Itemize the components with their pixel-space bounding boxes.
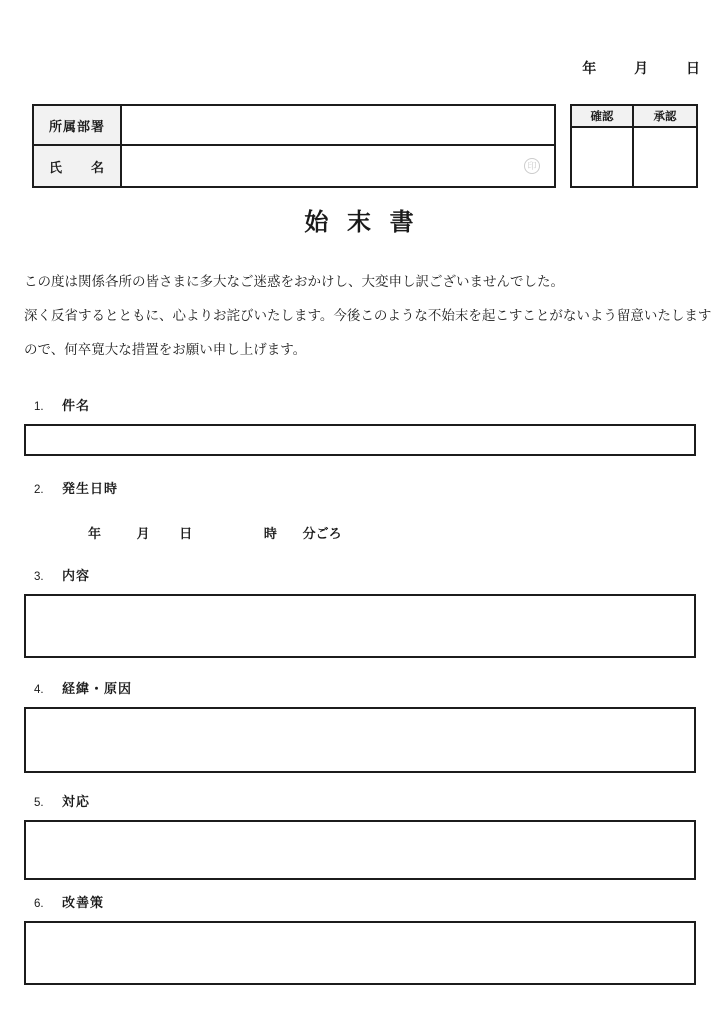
section-response-heading bbox=[34, 791, 700, 810]
date-month-label: 月 bbox=[634, 60, 649, 76]
section-subject-heading bbox=[34, 395, 700, 414]
response-input-box[interactable] bbox=[24, 820, 696, 880]
section-details-label: 内容 bbox=[62, 568, 91, 583]
intro-line-3: ので、何卒寛大な措置をお願い申し上げます。 bbox=[24, 342, 307, 357]
details-input-box[interactable] bbox=[24, 594, 696, 658]
occurrence-month-label: 月 bbox=[136, 526, 150, 541]
document-title: 始 末 書 bbox=[304, 209, 420, 236]
section-occurrence-label: 発生日時 bbox=[62, 481, 119, 496]
section-improvement-label: 改善策 bbox=[62, 895, 105, 910]
cause-input-box[interactable] bbox=[24, 707, 696, 773]
confirm-stamp-cell[interactable] bbox=[572, 128, 634, 186]
personal-info-table bbox=[32, 104, 556, 188]
section-cause-label: 経緯・原因 bbox=[62, 681, 133, 696]
section-improvement bbox=[24, 892, 700, 985]
name-field[interactable] bbox=[122, 146, 554, 186]
approval-stamp-table bbox=[570, 104, 698, 188]
subject-input-box[interactable] bbox=[24, 424, 696, 456]
section-cause bbox=[24, 678, 700, 773]
improvement-input-box[interactable] bbox=[24, 921, 696, 985]
approve-header: 承認 bbox=[634, 106, 696, 128]
section-subject bbox=[24, 395, 700, 456]
section-cause-number: 4. bbox=[34, 684, 44, 696]
occurrence-datetime-fill-in-line[interactable] bbox=[24, 523, 700, 541]
confirm-header: 確認 bbox=[572, 106, 634, 128]
name-label: 氏 名 bbox=[34, 146, 122, 186]
section-details-heading bbox=[34, 565, 700, 584]
header-tables bbox=[32, 104, 700, 188]
section-details bbox=[24, 565, 700, 658]
approve-stamp-cell[interactable] bbox=[634, 128, 696, 186]
date-day-label: 日 bbox=[686, 60, 700, 76]
occurrence-year-label: 年 bbox=[88, 526, 102, 541]
section-improvement-heading bbox=[34, 892, 700, 911]
intro-paragraph bbox=[24, 265, 712, 367]
section-subject-number: 1. bbox=[34, 401, 44, 413]
occurrence-day-label: 日 bbox=[179, 526, 193, 541]
department-field[interactable] bbox=[122, 106, 554, 146]
intro-line-1: この度は関係各所の皆さまに多大なご迷惑をおかけし、大変申し訳ございませんでした。 bbox=[24, 274, 564, 289]
date-year-label: 年 bbox=[582, 60, 597, 76]
section-occurrence-number: 2. bbox=[34, 484, 44, 496]
occurrence-hour-label: 時 bbox=[263, 526, 277, 541]
department-label: 所属部署 bbox=[34, 106, 122, 146]
section-cause-heading bbox=[34, 678, 700, 697]
section-details-number: 3. bbox=[34, 571, 44, 583]
section-occurrence-datetime bbox=[24, 478, 700, 541]
section-response-number: 5. bbox=[34, 797, 44, 809]
section-occurrence-heading bbox=[34, 478, 700, 497]
section-response-label: 対応 bbox=[62, 794, 91, 809]
section-improvement-number: 6. bbox=[34, 898, 44, 910]
section-response bbox=[24, 791, 700, 880]
seal-icon: 印 bbox=[524, 158, 540, 174]
occurrence-minute-label: 分ごろ bbox=[302, 526, 342, 541]
date-fill-in-line[interactable] bbox=[24, 0, 700, 78]
intro-line-2: 深く反省するとともに、心よりお詫びいたします。今後このような不始末を起こすことがないよう留意いたします bbox=[24, 308, 712, 323]
section-subject-label: 件名 bbox=[62, 398, 91, 413]
